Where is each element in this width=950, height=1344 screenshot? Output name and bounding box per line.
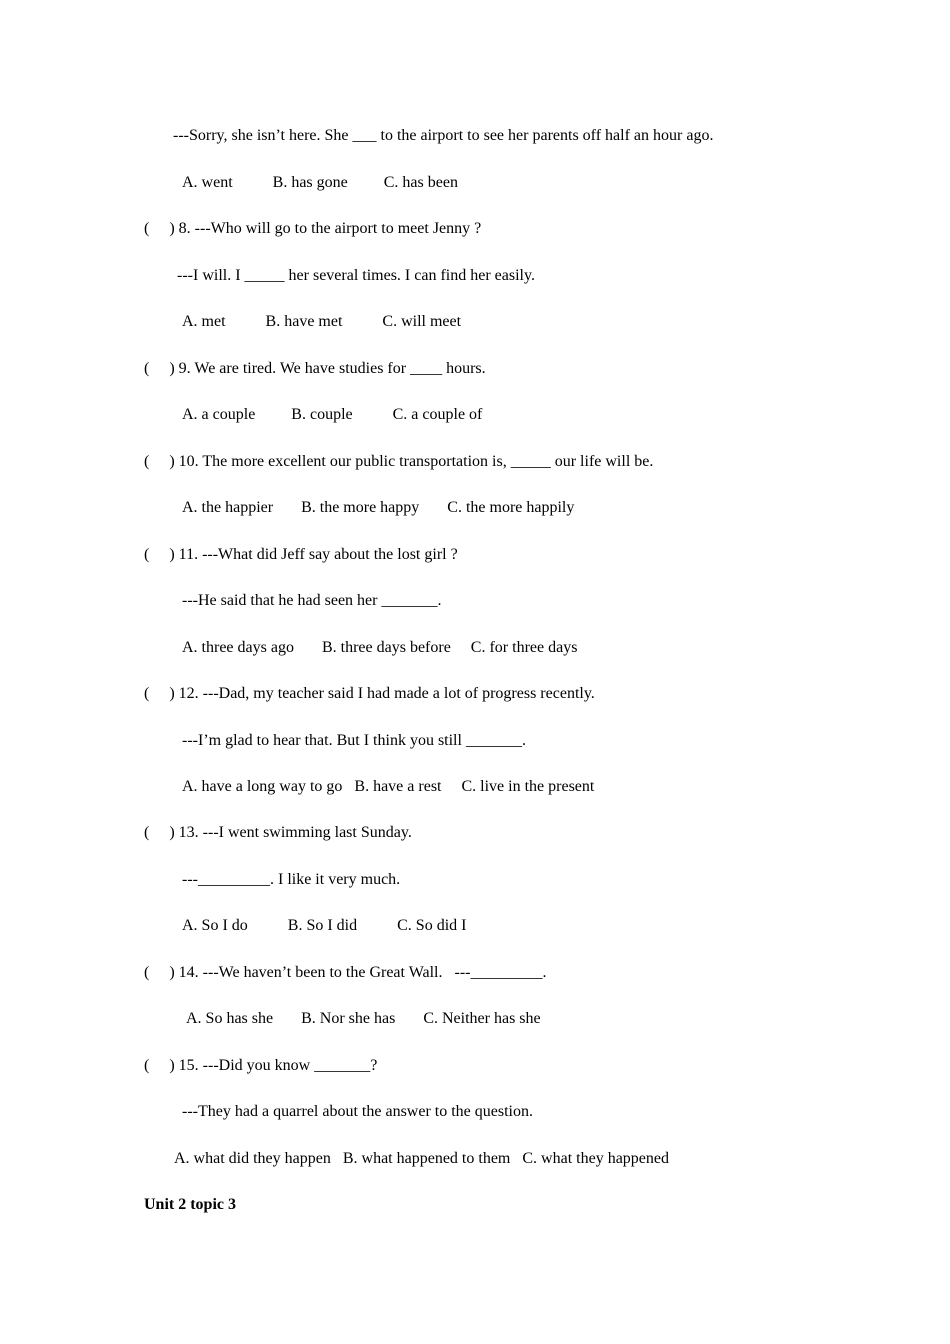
question-11: ( ) 11. ---What did Jeff say about the lost girl ? bbox=[144, 546, 458, 563]
options-line: A. what did they happen B. what happened to them C. what they happened bbox=[174, 1150, 669, 1167]
answer-line: ---Sorry, she isn’t here. She ___ to the airport to see her parents off half an hour ago. bbox=[173, 127, 714, 144]
options-line: A. the happier B. the more happy C. the more happily bbox=[182, 499, 575, 516]
question-10: ( ) 10. The more excellent our public transportation is, _____ our life will be. bbox=[144, 453, 654, 470]
question-8: ( ) 8. ---Who will go to the airport to meet Jenny ? bbox=[144, 220, 482, 237]
options-line: A. three days ago B. three days before C. for three days bbox=[182, 639, 578, 656]
options-line: A. So has she B. Nor she has C. Neither has she bbox=[186, 1010, 541, 1027]
question-13: ( ) 13. ---I went swimming last Sunday. bbox=[144, 824, 412, 841]
question-9: ( ) 9. We are tired. We have studies for ____ hours. bbox=[144, 360, 486, 377]
question-14: ( ) 14. ---We haven’t been to the Great Wall. ---_________. bbox=[144, 964, 547, 981]
question-12: ( ) 12. ---Dad, my teacher said I had made a lot of progress recently. bbox=[144, 685, 595, 702]
options-line: A. met B. have met C. will meet bbox=[182, 313, 462, 330]
question-15: ( ) 15. ---Did you know _______? bbox=[144, 1057, 378, 1074]
answer-line: ---He said that he had seen her _______. bbox=[182, 592, 442, 609]
options-line: A. a couple B. couple C. a couple of bbox=[182, 406, 483, 423]
options-line: A. went B. has gone C. has been bbox=[182, 174, 458, 191]
section-heading: Unit 2 topic 3 bbox=[144, 1196, 236, 1213]
options-line: A. So I do B. So I did C. So did I bbox=[182, 917, 467, 934]
answer-line: ---_________. I like it very much. bbox=[182, 871, 401, 888]
answer-line: ---I’m glad to hear that. But I think you still _______. bbox=[182, 732, 526, 749]
answer-line: ---I will. I _____ her several times. I can find her easily. bbox=[177, 267, 535, 284]
options-line: A. have a long way to go B. have a rest C. live in the present bbox=[182, 778, 595, 795]
answer-line: ---They had a quarrel about the answer to the question. bbox=[182, 1103, 533, 1120]
